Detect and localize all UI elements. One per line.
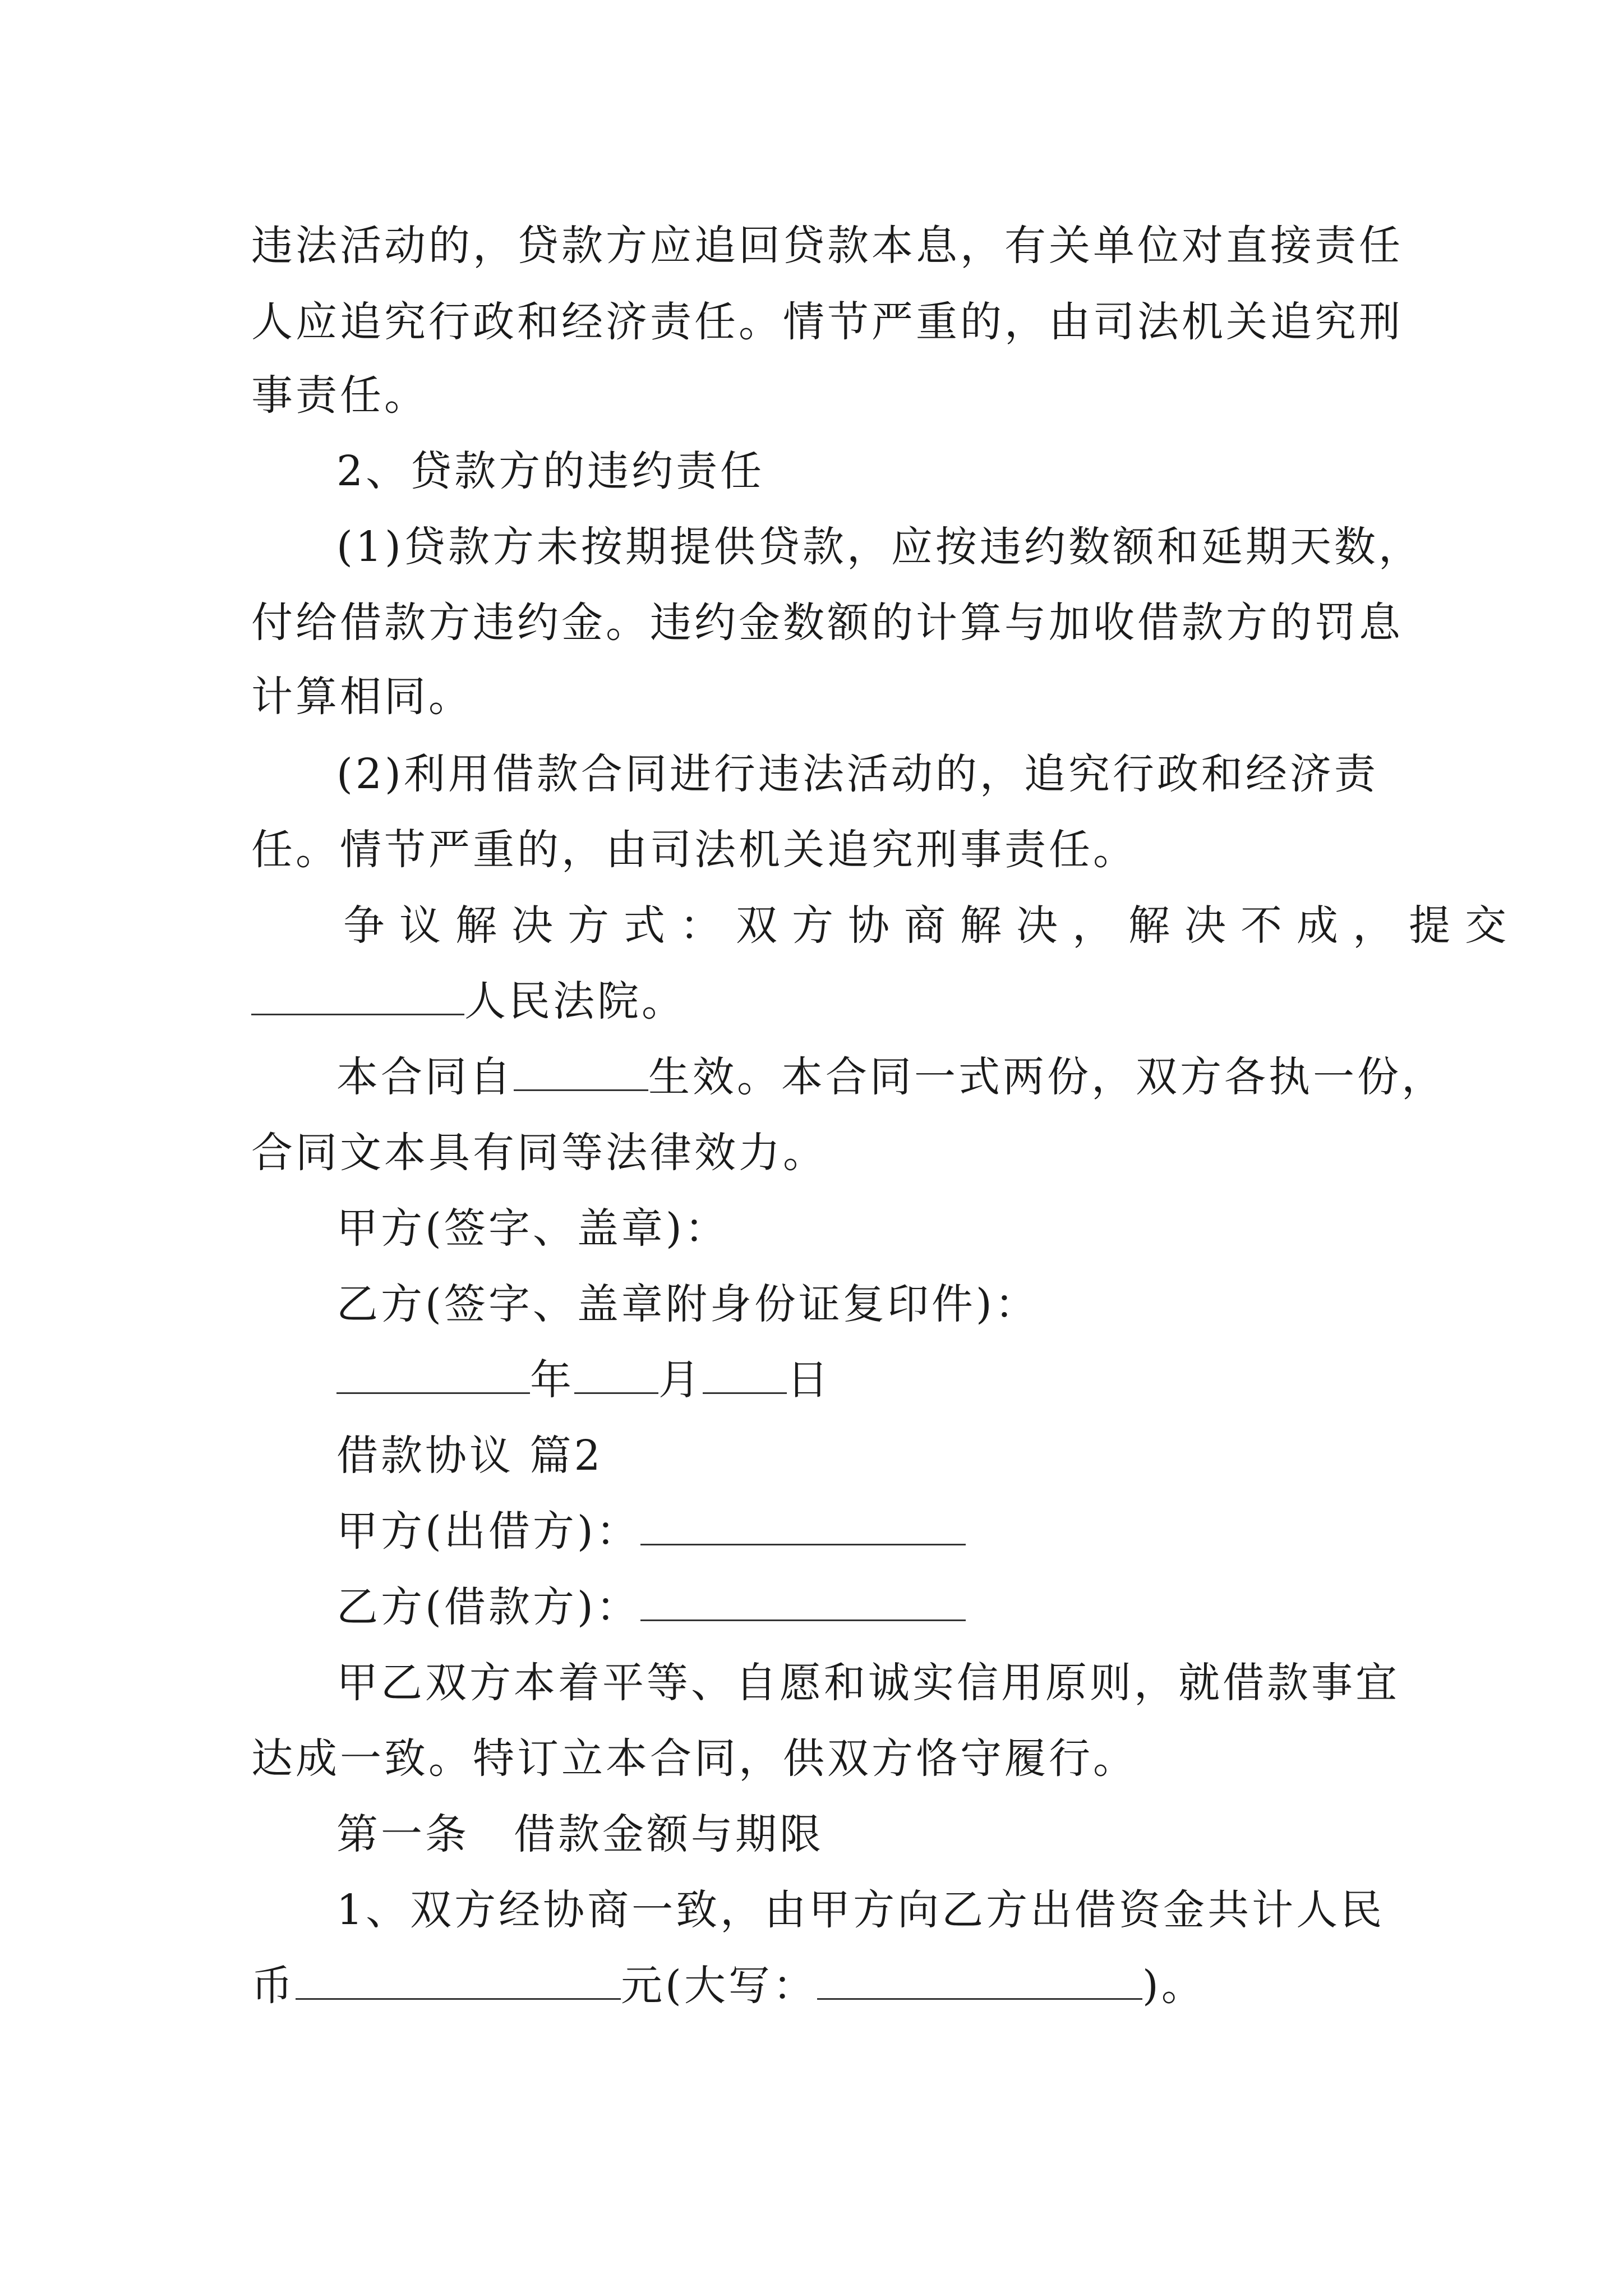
amount-prefix: 币 <box>251 1962 296 2010</box>
lender-line <box>336 1503 966 1559</box>
amount-capital-blank <box>817 1961 1142 2000</box>
effective-date-blank <box>514 1052 648 1091</box>
paragraph-line: 1、双方经协商一致，由甲方向乙方出借资金共计人民 <box>336 1886 1385 1934</box>
dispute-clause-line: 争议解决方式：双方协商解决，解决不成，提交 <box>343 901 1521 950</box>
date-line <box>336 1352 831 1408</box>
amount-blank <box>296 1961 621 2000</box>
amount-suffix: )。 <box>1142 1962 1206 2010</box>
lender-name-blank <box>640 1507 966 1545</box>
paragraph-line: 人应追究行政和经济责任。情节严重的，由司法机关追究刑 <box>251 298 1403 346</box>
paragraph-line: 付给借款方违约金。违约金数额的计算与加收借款方的罚息 <box>251 599 1403 647</box>
amount-line <box>251 1958 1206 2014</box>
paragraph-line: 任。情节严重的，由司法机关追究刑事责任。 <box>251 826 1137 874</box>
effective-prefix: 本合同自 <box>336 1053 514 1101</box>
party-a-signature-line: 甲方(签字、盖章)： <box>336 1204 729 1253</box>
paragraph-line: (2)利用借款合同进行违法活动的，追究行政和经济责 <box>336 750 1378 798</box>
agreement-title: 借款协议 篇2 <box>336 1432 603 1480</box>
article-heading: 第一条 借款金额与期限 <box>336 1810 824 1858</box>
court-line <box>251 973 686 1029</box>
court-line-text: 人民法院。 <box>464 977 686 1025</box>
paragraph-line: 违法活动的，贷款方应追回贷款本息，有关单位对直接责任 <box>251 222 1403 270</box>
effective-line <box>336 1049 1446 1105</box>
year-label: 年 <box>530 1356 574 1404</box>
year-blank <box>336 1355 530 1394</box>
effective-suffix: 生效。本合同一式两份，双方各执一份， <box>648 1053 1446 1101</box>
paragraph-line: 达成一致。特订立本合同，供双方恪守履行。 <box>251 1734 1137 1783</box>
paragraph-line: 事责任。 <box>251 371 428 420</box>
paragraph-line: 合同文本具有同等法律效力。 <box>251 1129 827 1177</box>
day-blank <box>703 1355 787 1394</box>
paragraph-line: (1)贷款方未按期提供贷款，应按违约数额和延期天数， <box>336 523 1423 571</box>
amount-capital-label: 元(大写： <box>621 1962 817 2010</box>
paragraph-line: 计算相同。 <box>251 673 473 721</box>
party-b-signature-line: 乙方(签字、盖章附身份证复印件)： <box>336 1280 1039 1328</box>
day-label: 日 <box>787 1356 831 1404</box>
lender-label: 甲方(出借方)： <box>336 1507 640 1556</box>
borrower-name-blank <box>640 1582 966 1621</box>
borrower-line <box>336 1579 966 1635</box>
borrower-label: 乙方(借款方)： <box>336 1583 640 1631</box>
paragraph-line: 甲乙双方本着平等、自愿和诚实信用原则，就借款事宜 <box>336 1659 1400 1707</box>
section-heading: 2、贷款方的违约责任 <box>336 447 765 495</box>
court-name-blank <box>251 977 464 1015</box>
month-blank <box>574 1355 658 1394</box>
month-label: 月 <box>658 1356 703 1404</box>
